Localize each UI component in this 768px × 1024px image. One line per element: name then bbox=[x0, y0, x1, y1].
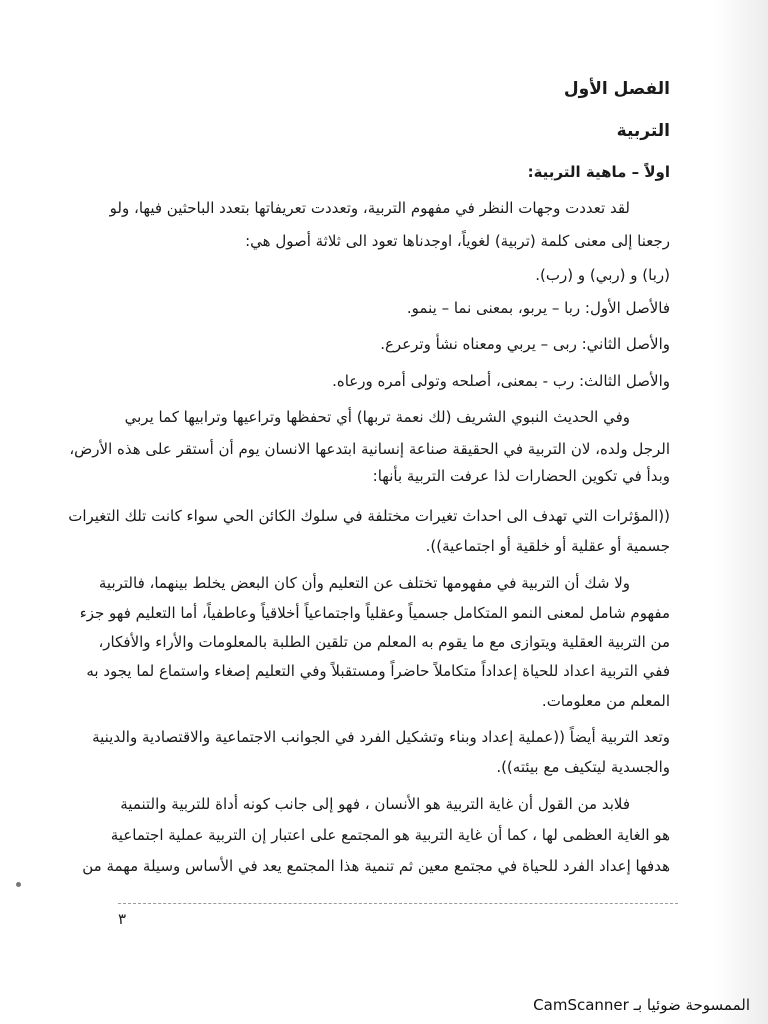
paragraph-line: فلابد من القول أن غاية التربية هو الأنسان ، فهو إلى جانب كونه أداة للتربية والتنمية bbox=[120, 795, 630, 813]
paragraph-line: وبدأ في تكوين الحضارات لذا عرفت التربية بأنها: bbox=[372, 467, 670, 485]
paragraph-line: هو الغاية العظمى لها ، كما أن غاية التربية هو المجتمع على اعتبار إن التربية عملية اجتماعية bbox=[110, 826, 670, 844]
paragraph-line: لقد تعددت وجهات النظر في مفهوم التربية، وتعددت تعريفاتها بتعدد الباحثين فيها، ولو bbox=[109, 199, 630, 217]
paragraph-line: الرجل ولده، لان التربية في الحقيقة صناعة إنسانية ابتدعها الانسان يوم أن أستقر على هذه الأرض، bbox=[69, 440, 670, 458]
paragraph-line: (ربا) و (ربي) و (رب). bbox=[535, 266, 670, 284]
scan-speck bbox=[16, 882, 21, 887]
paragraph-line: مفهوم شامل لمعنى النمو المتكامل جسمياً وعقلياً واجتماعياً أخلاقياً وعاطفياً، أما التعليم فهو جزء bbox=[79, 604, 670, 622]
paragraph-line: المعلم من معلومات. bbox=[541, 692, 670, 710]
camscanner-watermark: الممسوحة ضوئيا بـ CamScanner bbox=[533, 996, 750, 1014]
paragraph-line: وفي الحديث النبوي الشريف (لك نعمة تربها) أي تحفظها وتراعيها وترابيها كما يربي bbox=[124, 408, 630, 426]
paragraph-line: رجعنا إلى معنى كلمة (تربية) لغوياً، اوجدناها تعود الى ثلاثة أصول هي: bbox=[245, 232, 670, 250]
paragraph-line: فالأصل الأول: ربا – يربو، بمعنى نما – ينمو. bbox=[406, 299, 670, 317]
paragraph-line: والأصل الثاني: ربى – يربي ومعناه نشأ وترعرع. bbox=[380, 335, 670, 353]
paragraph-line: من التربية العقلية ويتوازى مع ما يقوم به المعلم من تلقين الطلبة بالمعلومات والأراء والأفكار، bbox=[98, 633, 670, 651]
paragraph-line: ((المؤثرات التي تهدف الى احداث تغيرات مختلفة في سلوك الكائن الحي سواء كانت تلك التغيرات bbox=[68, 507, 670, 525]
footer-divider bbox=[118, 903, 678, 904]
chapter-title: الفصل الأول bbox=[563, 79, 670, 99]
paragraph-line: جسمية أو عقلية أو خلقية أو اجتماعية)). bbox=[425, 537, 670, 555]
paragraph-line: والأصل الثالث: رب - بمعنى، أصلحه وتولى أمره ورعاه. bbox=[332, 372, 670, 390]
paragraph-line: وتعد التربية أيضاً ((عملية إعداد وبناء وتشكيل الفرد في الجوانب الاجتماعية والاقتصادية والدينية bbox=[92, 728, 670, 746]
paragraph-line: ولا شك أن التربية في مفهومها تختلف عن التعليم وأن كان البعض يخلط بينهما، فالتربية bbox=[98, 574, 630, 592]
page-number: ٣ bbox=[118, 910, 127, 928]
paragraph-line: هدفها إعداد الفرد للحياة في مجتمع معين ثم تنمية هذا المجتمع يعد في الأساس وسيلة مهمة من bbox=[82, 857, 670, 875]
section-title: التربية bbox=[616, 121, 670, 141]
subsection-title: اولاً – ماهية التربية: bbox=[527, 163, 670, 181]
paragraph-line: والجسدية ليتكيف مع بيئته)). bbox=[496, 758, 670, 776]
paragraph-line: ففي التربية اعداد للحياة إعداداً متكاملاً حاضراً ومستقبلاً وفي التعليم إصغاء واستماع لما يجود به bbox=[86, 662, 670, 680]
